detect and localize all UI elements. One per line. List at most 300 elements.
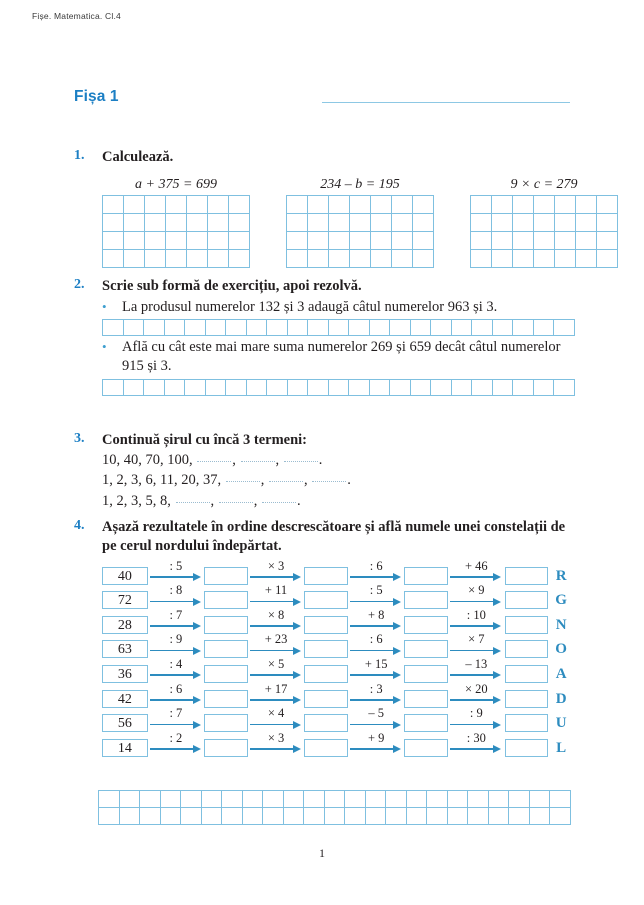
strip-cell[interactable] [288,380,309,396]
strip-cell[interactable] [308,380,329,396]
flow-arrow [248,681,305,708]
answer-grid-cell[interactable] [509,791,530,808]
grid-cell[interactable] [371,250,392,268]
grid-cell[interactable] [534,232,555,250]
answer-grid-cell[interactable] [263,791,284,808]
flow-answer-box[interactable] [304,690,348,708]
arrow-head-icon [293,622,301,630]
answer-grid-cell[interactable] [550,808,571,825]
strip-cell[interactable] [206,320,227,336]
grid-cell[interactable] [371,232,392,250]
grid-cell[interactable] [166,214,187,232]
flow-arrow [248,708,305,732]
grid-cell[interactable] [103,214,124,232]
flow-operation-label: : 10 [466,607,486,622]
flow-answer-box[interactable] [204,665,248,683]
flow-operation-label: × 20 [465,681,488,696]
grid-cell[interactable] [492,196,513,214]
flow-answer-box[interactable] [505,640,549,658]
answer-grid-cell[interactable] [448,808,469,825]
flow-arrow [448,607,505,634]
answer-grid-cell[interactable] [366,808,387,825]
strip-cell[interactable] [513,320,534,336]
arrow-line [250,724,295,726]
grid-cell[interactable] [308,250,329,268]
flow-operation-label: : 7 [169,706,183,721]
grid-cell[interactable] [576,214,597,232]
arrow-line [150,625,195,627]
grid-cell[interactable] [287,250,308,268]
strip-cell[interactable] [349,320,370,336]
exercise-2-bullet-item [102,338,574,376]
flow-answer-box[interactable] [204,616,248,634]
grid-cell[interactable] [103,196,124,214]
exercise-4 [74,518,574,757]
flow-operation-label: × 3 [267,558,285,573]
flow-arrow [148,681,205,708]
flow-answer-box[interactable] [404,616,448,634]
strip-cell[interactable] [144,320,165,336]
answer-grid-cell[interactable] [468,808,489,825]
grid-cell[interactable] [229,196,250,214]
grid-cell[interactable] [392,250,413,268]
flow-answer-box[interactable] [204,591,248,609]
sequence-blank[interactable] [284,461,318,462]
answer-grid-cell[interactable] [243,791,264,808]
sequence-punctuation: , [232,451,240,468]
sequence-punctuation: . [297,492,301,509]
strip-cell[interactable] [411,380,432,396]
arrow-head-icon [193,696,201,704]
sequence-line [102,450,574,471]
strip-cell[interactable] [165,380,186,396]
strip-cell[interactable] [493,380,514,396]
flow-answer-box[interactable] [404,591,448,609]
answer-grid-cell[interactable] [509,808,530,825]
grid-cell[interactable] [145,250,166,268]
grid-cell[interactable] [166,196,187,214]
strip-cell[interactable] [103,380,124,396]
flow-start-value: 42 [102,690,148,708]
answer-grid-cell[interactable] [181,791,202,808]
flow-operation-label: : 6 [369,632,383,647]
flow-arrow [348,558,405,585]
sequence-blank[interactable] [219,502,253,503]
strip-cell[interactable] [329,380,350,396]
grid-cell[interactable] [413,232,434,250]
grid-cell[interactable] [145,232,166,250]
flow-arrow [348,607,405,634]
strip-cell[interactable] [226,380,247,396]
grid-cell[interactable] [329,250,350,268]
grid-cell[interactable] [329,196,350,214]
arrow-head-icon [293,721,301,729]
flow-arrow [248,558,305,585]
answer-grid-cell[interactable] [427,808,448,825]
arrow-head-icon [293,696,301,704]
flow-answer-box[interactable] [304,665,348,683]
grid-cell[interactable] [392,214,413,232]
grid-cell[interactable] [513,214,534,232]
grid-cell[interactable] [229,214,250,232]
arrow-line [150,724,195,726]
strip-cell[interactable] [288,320,309,336]
flow-arrow [448,634,505,658]
flow-start-value: 28 [102,616,148,634]
flow-arrow [148,730,205,757]
grid-cell[interactable] [124,196,145,214]
flow-arrow [348,659,405,683]
answer-grid-cell[interactable] [489,791,510,808]
flow-answer-box[interactable] [505,616,549,634]
answer-grid-cell[interactable] [325,808,346,825]
flow-arrow [448,730,505,757]
flow-answer-box[interactable] [404,567,448,585]
flow-answer-box[interactable] [204,714,248,732]
strip-cell[interactable] [349,380,370,396]
grid-cell[interactable] [103,232,124,250]
answer-grid-cell[interactable] [99,791,120,808]
flow-answer-box[interactable] [204,690,248,708]
answer-grid-cell[interactable] [181,808,202,825]
answer-strip[interactable] [102,319,575,336]
grid-cell[interactable] [492,232,513,250]
grid-cell[interactable] [534,214,555,232]
answer-grid-cell[interactable] [120,808,141,825]
exercise-2-bullet-item [102,298,574,317]
flow-arrow [248,730,305,757]
arrow-head-icon [193,598,201,606]
grid-cell[interactable] [576,196,597,214]
flow-arrow [348,585,405,609]
answer-grid-cell[interactable] [140,808,161,825]
strip-cell[interactable] [185,380,206,396]
flow-answer-box[interactable] [505,591,549,609]
strip-cell[interactable] [267,320,288,336]
flow-answer-box[interactable] [304,567,348,585]
strip-cell[interactable] [329,320,350,336]
flow-operation-label: + 8 [367,607,385,622]
grid-cell[interactable] [471,214,492,232]
flow-answer-box[interactable] [304,591,348,609]
answer-strip[interactable] [102,379,575,396]
equation-work-grid[interactable] [102,195,250,268]
grid-cell[interactable] [392,196,413,214]
grid-cell[interactable] [208,232,229,250]
strip-cell[interactable] [493,320,514,336]
flow-operation-label: : 4 [169,657,183,672]
arrow-line [450,674,495,676]
strip-cell[interactable] [247,320,268,336]
grid-cell[interactable] [145,196,166,214]
arrow-line [250,576,295,578]
exercise-2-heading: Scrie sub formă de exercițiu, apoi rezolvă. [102,278,362,294]
grid-cell[interactable] [350,232,371,250]
strip-cell[interactable] [308,320,329,336]
answer-grid-cell[interactable] [304,791,325,808]
strip-cell[interactable] [513,380,534,396]
strip-cell[interactable] [534,380,555,396]
answer-grid-cell[interactable] [120,791,141,808]
answer-grid-cell[interactable] [161,808,182,825]
equation-work-grid[interactable] [470,195,618,268]
flow-answer-box[interactable] [505,690,549,708]
answer-grid-cell[interactable] [489,808,510,825]
strip-cell[interactable] [267,380,288,396]
grid-cell[interactable] [287,196,308,214]
answer-grid-cell[interactable] [386,808,407,825]
grid-cell[interactable] [555,196,576,214]
grid-cell[interactable] [124,214,145,232]
grid-cell[interactable] [187,232,208,250]
strip-cell[interactable] [411,320,432,336]
grid-cell[interactable] [350,214,371,232]
grid-cell[interactable] [308,232,329,250]
strip-cell[interactable] [534,320,555,336]
strip-cell[interactable] [452,320,473,336]
sequence-blank[interactable] [269,481,303,482]
strip-cell[interactable] [390,380,411,396]
flow-letter: G [555,592,567,609]
grid-cell[interactable] [555,232,576,250]
flow-start-value: 40 [102,567,148,585]
strip-cell[interactable] [165,320,186,336]
grid-cell[interactable] [576,250,597,268]
sequence-blank[interactable] [176,502,210,503]
grid-cell[interactable] [287,214,308,232]
flow-answer-box[interactable] [304,640,348,658]
answer-grid-cell[interactable] [386,791,407,808]
grid-cell[interactable] [308,214,329,232]
grid-cell[interactable] [413,196,434,214]
strip-cell[interactable] [554,380,575,396]
sequence-line [102,470,574,491]
strip-cell[interactable] [226,320,247,336]
strip-cell[interactable] [370,320,391,336]
grid-cell[interactable] [287,232,308,250]
grid-cell[interactable] [124,250,145,268]
strip-cell[interactable] [472,320,493,336]
sequence-blank[interactable] [312,481,346,482]
flow-answer-box[interactable] [404,714,448,732]
sheet-title-row [74,88,570,110]
grid-cell[interactable] [208,214,229,232]
grid-cell[interactable] [229,250,250,268]
flow-operation-label: – 13 [465,657,488,672]
answer-grid-cell[interactable] [140,791,161,808]
grid-cell[interactable] [413,250,434,268]
grid-cell[interactable] [471,196,492,214]
grid-cell[interactable] [555,214,576,232]
grid-cell[interactable] [229,232,250,250]
sequence-punctuation: , [303,472,312,489]
strip-cell[interactable] [124,320,145,336]
exercise-3-sequences [74,450,574,512]
answer-grid-cell[interactable] [345,808,366,825]
flow-answer-box[interactable] [304,739,348,757]
grid-cell[interactable] [471,232,492,250]
answer-grid-cell[interactable] [325,791,346,808]
flow-answer-box[interactable] [304,714,348,732]
flow-answer-box[interactable] [505,665,549,683]
flow-letter: A [555,666,567,683]
answer-grid-cell[interactable] [427,791,448,808]
page-title: Fișa 1 [74,88,119,105]
strip-cell[interactable] [431,320,452,336]
grid-cell[interactable] [597,232,618,250]
flow-answer-box[interactable] [505,567,549,585]
grid-cell[interactable] [187,250,208,268]
arrow-line [350,650,395,652]
sequence-blank[interactable] [241,461,275,462]
strip-cell[interactable] [554,320,575,336]
grid-cell[interactable] [329,232,350,250]
answer-grid-cell[interactable] [243,808,264,825]
answer-grid-cell[interactable] [530,791,551,808]
sequence-terms: 1, 2, 3, 5, 8, [102,492,175,509]
strip-cell[interactable] [370,380,391,396]
grid-cell[interactable] [534,250,555,268]
grid-cell[interactable] [492,250,513,268]
arrow-line [350,601,395,603]
flow-answer-box[interactable] [404,690,448,708]
grid-cell[interactable] [350,196,371,214]
grid-cell[interactable] [371,214,392,232]
grid-cell[interactable] [597,250,618,268]
answer-grid-cell[interactable] [407,791,428,808]
arrow-line [350,724,395,726]
flow-operation-label: : 9 [469,706,483,721]
flow-answer-box[interactable] [204,739,248,757]
flow-start-value: 72 [102,591,148,609]
strip-cell[interactable] [124,380,145,396]
grid-cell[interactable] [187,214,208,232]
answer-grid-cell[interactable] [222,791,243,808]
flow-answer-box[interactable] [304,616,348,634]
sequence-punctuation: . [318,451,323,468]
sequence-blank[interactable] [197,461,231,462]
grid-cell[interactable] [103,250,124,268]
answer-grid-cell[interactable] [448,791,469,808]
answer-grid-cell[interactable] [284,808,305,825]
strip-cell[interactable] [103,320,124,336]
answer-grid-cell[interactable] [304,808,325,825]
grid-cell[interactable] [513,250,534,268]
strip-cell[interactable] [472,380,493,396]
grid-cell[interactable] [471,250,492,268]
grid-cell[interactable] [145,214,166,232]
arrow-line [350,625,395,627]
answer-grid-cell[interactable] [161,791,182,808]
flow-answer-box[interactable] [404,665,448,683]
answer-grid-cell[interactable] [530,808,551,825]
flow-operation-label: × 7 [468,632,485,647]
answer-grid-cell[interactable] [202,791,223,808]
flow-answer-box[interactable] [505,739,549,757]
exercise-1-number: 1. [74,148,85,163]
equation-work-grid[interactable] [286,195,434,268]
strip-cell[interactable] [390,320,411,336]
grid-cell[interactable] [166,232,187,250]
flow-arrow [348,730,405,757]
grid-cell[interactable] [308,196,329,214]
arrow-line [150,699,195,701]
grid-cell[interactable] [413,214,434,232]
grid-cell[interactable] [597,214,618,232]
answer-grid-cell[interactable] [366,791,387,808]
flow-answer-box[interactable] [204,567,248,585]
grid-cell[interactable] [166,250,187,268]
grid-cell[interactable] [576,232,597,250]
answer-grid-cell[interactable] [284,791,305,808]
answer-grid-cell[interactable] [345,791,366,808]
sequence-line [102,491,574,512]
grid-cell[interactable] [350,250,371,268]
sequence-punctuation: , [210,492,218,509]
flow-answer-box[interactable] [404,739,448,757]
strip-cell[interactable] [185,320,206,336]
arrow-line [250,674,295,676]
grid-cell[interactable] [187,196,208,214]
flow-operation-label: × 5 [267,657,285,672]
answer-grid-cell[interactable] [99,808,120,825]
grid-cell[interactable] [371,196,392,214]
grid-cell[interactable] [208,196,229,214]
flow-operation-label: × 9 [468,583,485,598]
grid-cell[interactable] [392,232,413,250]
flowchart-row [102,585,574,610]
answer-grid-cell[interactable] [468,791,489,808]
answer-grid-cell[interactable] [263,808,284,825]
grid-cell[interactable] [124,232,145,250]
grid-cell[interactable] [555,250,576,268]
grid-cell[interactable] [492,214,513,232]
strip-cell[interactable] [206,380,227,396]
grid-cell[interactable] [597,196,618,214]
exercise-4-answer-grid[interactable] [98,790,571,825]
grid-cell[interactable] [513,196,534,214]
flow-answer-box[interactable] [204,640,248,658]
grid-cell[interactable] [534,196,555,214]
strip-cell[interactable] [247,380,268,396]
arrow-head-icon [393,573,401,581]
answer-grid-cell[interactable] [222,808,243,825]
flow-arrow [148,634,205,658]
grid-cell[interactable] [208,250,229,268]
arrow-head-icon [393,671,401,679]
arrow-line [350,699,395,701]
grid-cell[interactable] [329,214,350,232]
strip-cell[interactable] [144,380,165,396]
grid-cell[interactable] [513,232,534,250]
arrow-line [250,748,295,750]
sequence-blank[interactable] [226,481,260,482]
strip-cell[interactable] [452,380,473,396]
exercise-4-number: 4. [74,518,85,533]
strip-cell[interactable] [431,380,452,396]
flow-answer-box[interactable] [505,714,549,732]
flow-start-value: 36 [102,665,148,683]
arrow-line [450,576,495,578]
answer-grid-cell[interactable] [407,808,428,825]
sequence-punctuation: , [260,472,268,489]
answer-grid-cell[interactable] [202,808,223,825]
sequence-blank[interactable] [262,502,296,503]
flow-answer-box[interactable] [404,640,448,658]
equation-column [470,174,618,268]
answer-grid-cell[interactable] [550,791,571,808]
equation-column [286,174,434,268]
